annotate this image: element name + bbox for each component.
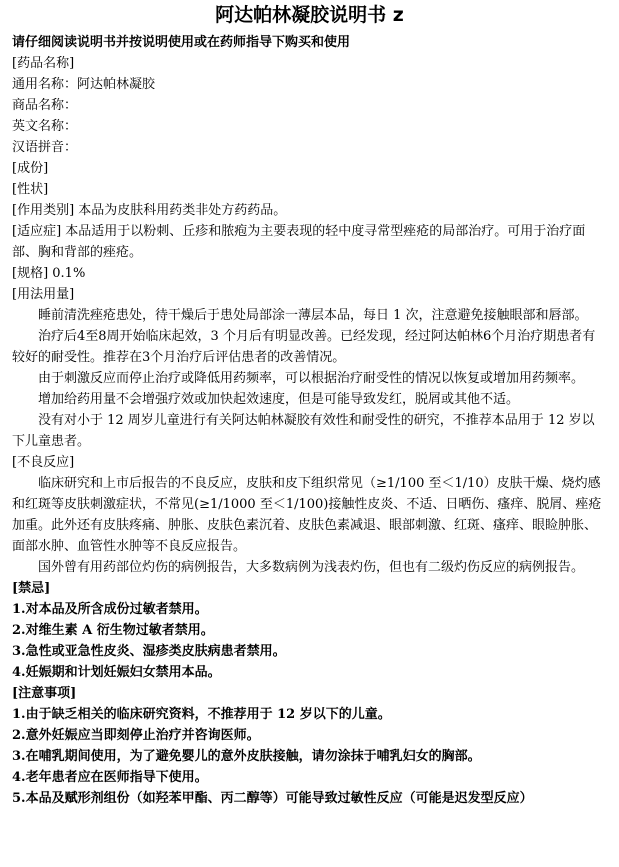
usage-paragraph-3: 由于刺激反应而停止治疗或降低用药频率，可以根据治疗耐受性的情况以恢复或增加用药频率。 [38,371,585,386]
leaflet-page [0,2,619,867]
usage-paragraph-2: 治疗后4至8周开始临床起效，3 个月后有明显改善。已经发现，经过阿达帕林6个月治疗期患者有较好的耐受性。推荐在3个月治疗后评估患者的改善情况。 [12,329,596,365]
contraindication-4: 4.妊娠期和计划妊娠妇女禁用本品。 [12,665,221,680]
caution-3: 3.在哺乳期间使用，为了避免婴儿的意外皮肤接触，请勿涂抹于哺乳妇女的胸部。 [12,749,481,764]
caution-5: 5.本品及赋形剂组份（如羟苯甲酯、丙二醇等）可能导致过敏性反应（可能是迟发型反应） [12,791,533,806]
usage-notice: 请仔细阅读说明书并按说明使用或在药师指导下购买和使用 [12,35,351,50]
section-character: [性状] [12,182,49,197]
caution-1: 1.由于缺乏相关的临床研究资料，不推荐用于 12 岁以下的儿童。 [12,707,391,722]
contraindication-2: 2.对维生素 A 衍生物过敏者禁用。 [12,623,214,638]
contraindication-1: 1.对本品及所含成份过敏者禁用。 [12,602,208,617]
section-usage-header: [用法用量] [12,287,75,302]
trade-name: 商品名称： [12,98,78,113]
generic-name: 通用名称：阿达帕林凝胶 [12,77,156,92]
english-name: 英文名称： [12,119,78,134]
section-composition: [成份] [12,161,49,176]
caution-2: 2.意外妊娠应当即刻停止治疗并咨询医师。 [12,728,260,743]
section-drug-name: [药品名称] [12,56,75,71]
caution-4: 4.老年患者应在医师指导下使用。 [12,770,208,785]
section-caution-header: [注意事项] [12,686,77,701]
section-indication: [适应症] 本品适用于以粉刺、丘疹和脓疱为主要表现的轻中度寻常型痤疮的局部治疗。可用于治疗面部、胸和背部的痤疮。 [12,224,586,260]
usage-paragraph-1: 睡前清洗痤疮患处，待干燥后于患处局部涂一薄层本品，每日 1 次，注意避免接触眼部和唇部。 [38,308,588,323]
adverse-paragraph-2: 国外曾有用药部位灼伤的病例报告，大多数病例为浅表灼伤，但也有二级灼伤反应的病例报告。 [38,560,585,575]
usage-paragraph-5: 没有对小于 12 周岁儿童进行有关阿达帕林凝胶有效性和耐受性的研究，不推荐本品用于 12 岁以下儿童患者。 [12,413,595,449]
pinyin-name: 汉语拼音： [12,140,78,155]
section-category: [作用类别] 本品为皮肤科用药类非处方药药品。 [12,203,287,218]
usage-paragraph-4: 增加给药用量不会增强疗效或加快起效速度，但是可能导致发红，脱屑或其他不适。 [38,392,520,407]
contraindication-3: 3.急性或亚急性皮炎、湿疹类皮肤病患者禁用。 [12,644,286,659]
adverse-paragraph-1: 临床研究和上市后报告的不良反应，皮肤和皮下组织常见（≥1/100 至＜1/10）皮肤干燥、烧灼感和红斑等皮肤刺激症状，不常见(≥1/1000 至＜1/100)接触性皮炎、不适、日晒伤、瘙痒、脱屑、痤疮加重。此外还有皮肤疼痛、肿胀、皮肤色素沉着、皮肤色素减退、眼部刺激、红斑、瘙痒、眼睑肿胀、面部水肿、血管性水肿等不良反应报告。 [12,476,602,554]
document-title: 阿达帕林凝胶说明书 z [215,4,404,26]
section-spec: [规格] 0.1% [12,266,86,281]
section-contraindication-header: [禁忌] [12,581,51,596]
section-adverse-header: [不良反应] [12,455,75,470]
